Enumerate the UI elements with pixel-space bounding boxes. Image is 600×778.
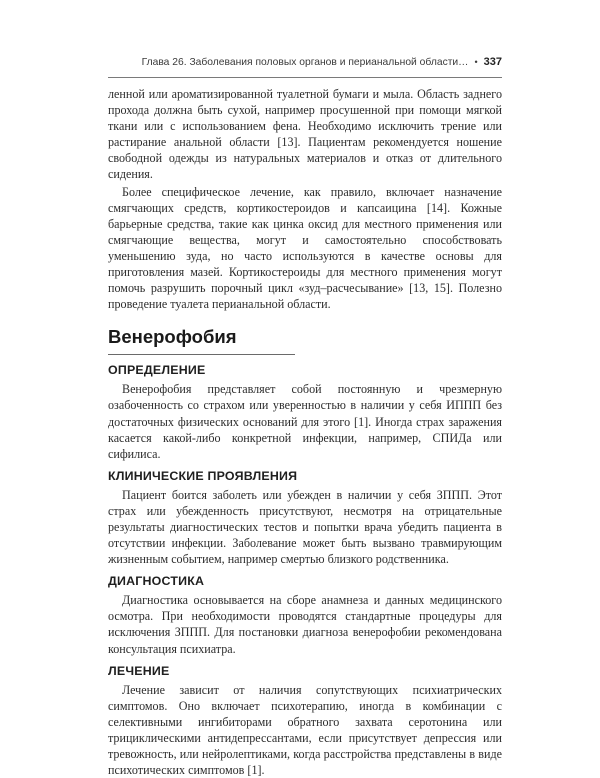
section-title-rule [108,354,295,355]
subheading-clinical: КЛИНИЧЕСКИЕ ПРОЯВЛЕНИЯ [108,468,298,483]
subheading-diagnostics: ДИАГНОСТИКА [108,574,205,589]
paragraph-definition: Венерофобия представляет собой постоянную и чрезмерную озабоченность со страхом или уверенностью в наличии у себя ИППП без достаточных физических оснований для этого [1]. Иногда страх заражения касается какой-либо конкретной инфекции, например, СПИДа или сифилиса. [108,382,502,461]
running-title: Глава 26. Заболевания половых органов и перианальной области… [141,57,469,68]
running-header [108,56,502,74]
paragraph-specific-treatment: Более специфическое лечение, как правило, включает назначение смягчающих средств, кортикостероидов и капсаицина [14]. Кожные барьерные средства, такие как цинка оксид для местного применения или смягчающие вещества, могут и самостоятельно способствовать уменьшению зуда, но часто используются в качестве основы для приготовления мазей. Кортикостероиды для местного применения могут помочь разрушить порочный цикл «зуд–расчесывание» [13, 15]. Полезно проведение туалета перианальной области. [108,184,502,312]
paragraph-diagnostics: Диагностика основывается на сборе анамнеза и данных медицинского осмотра. При необходимости проводятся стандартные процедуры для исключения ЗППП. Для постановки диагноза венерофобии рекомендована консультация психиатра. [108,593,502,656]
header-rule [108,77,502,78]
header-bullet: • [474,57,478,67]
subheading-treatment: ЛЕЧЕНИЕ [108,663,170,678]
page-number: 337 [483,56,502,68]
subheading-definition: ОПРЕДЕЛЕНИЕ [108,363,206,378]
paragraph-continued: ленной или ароматизированной туалетной бумаги и мыла. Область заднего прохода должна быть сухой, например просушенной при помощи мягкой ткани или с использованием фена. Необходимо исключить трение или растирание анальной области [13]. Пациентам рекомендуется ношение свободной одежды из натуральных материалов и отказ от длительного сидения. [108,87,502,182]
paragraph-treatment: Лечение зависит от наличия сопутствующих психиатрических симптомов. Оно включает психотерапию, иногда в комбинации с селективными ингибиторами обратного захвата серотонина или трициклическими антидепрессантами, если присутствует депрессия или тревожность, или нейролептиками, когда расстройства представлены в виде психотических симптомов [1]. [108,682,502,778]
page-body [108,86,502,778]
section-title: Венерофобия [108,326,237,348]
paragraph-clinical: Пациент боится заболеть или убежден в наличии у себя ЗППП. Этот страх или убежденность присутствуют, несмотря на отрицательные результаты диагностических тестов и попытки врача убедить пациента в отсутствии инфекции. Заболевание может быть вызвано травмирующим жизненным событием, например смертью близкого родственника. [108,487,502,567]
